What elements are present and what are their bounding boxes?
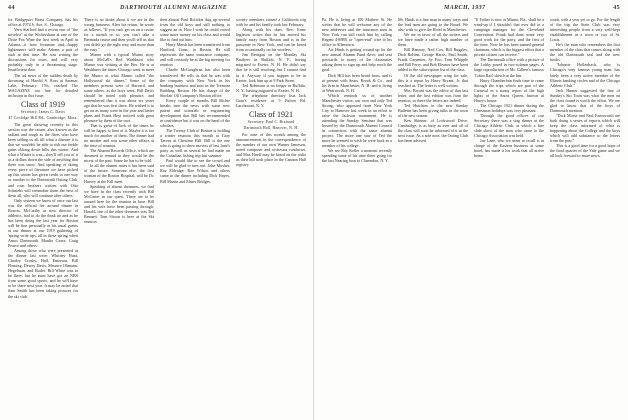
paragraph: Of the old newspaper wing for sale, this is a report by Harry Bryant, Jr. that reached us. The letter is well written.: [398, 72, 468, 88]
paragraph: Every couple of months Bill Richie breaks into the news with some new patent and scientific or engineering development that Bill has recommended in confidence but it was on the hand of the scholars.: [160, 97, 230, 128]
paragraph: Ted Robinson is no longer in Buffalo, N. Y., having migrated to Exeter, N. H.: [236, 82, 306, 93]
left-columns: [8, 17, 306, 416]
paragraph: Through the good offices of our Secretary there was a stag dinner at the Chicago Athletic Club, at which a fine slide show of the men who came to the Chicago Association was held.: [474, 112, 544, 139]
paragraph: The telephone directory lists Jack Grau's residence at 5 Fulton Rd. Larchmont, N. Y.: [236, 92, 306, 108]
left-running-title: [120, 5, 227, 15]
paragraph: There is no doubt about it we are in the wrong business. After his return, he wrote as follows, "If you can't get on on a cruise for a month or so, you can't take a Bermuda cruise and then you'll tell us that you didn't go the right way, and more than the easy.": [84, 17, 154, 53]
paragraph: for Bridgeport Brass Company, has his office at 1974 S. Ave. S., Chicago.: [8, 17, 78, 28]
paragraph: We are in favor of all the writers and we have made a rather high number of them.: [398, 32, 468, 48]
secretary-line: Dartmouth Hall, Hanover, N. H.: [243, 125, 299, 130]
secretary-line: Secretary, James C. Davis: [20, 109, 66, 114]
text-column: [474, 17, 544, 416]
paragraph: The Chicago 1921 dinner during the Christmas holidays was very pleasant.: [474, 102, 544, 113]
text-column: [322, 17, 392, 416]
paragraph: We see Ray Keller a moment recently spending some of his time there going for the last Nearing boat to Clarendon, N. Y.: [322, 148, 392, 164]
paragraph: The Alumni Records Office, which are dreamed to remind to they would be the nicest of the past. Some he has to be told.: [84, 148, 154, 164]
class-heading: Class of 1919: [21, 99, 65, 109]
paragraph: Pa. He is living at 100 Mathew St. He writes that he will welcome any of the new addresses and the insurance men in New York can still reach him by calling Regent 4-8888, or "open-end" wire to his office in Allentown.: [322, 17, 392, 48]
secretary-line: Secretary, Paul C. Brainard: [247, 119, 295, 124]
paragraph: In all the alumni notes it has been said of the future. Someone else, the first woman of the Boston Hospital, will be Dr. Harvey at the Fall meet.: [84, 163, 154, 184]
paragraph: "Dick Morse and Paul Farnsworth are both doing a series of reports which will keep the class informed of what is happening about the College and the boys which will add substance to the letters from the past.": [550, 112, 620, 144]
paragraph: "Johnnie Hollenbach, who is Chicago's very famous young man, has lately been a very active member of the Illinois banking circles and of the Chicago Athletic Club.": [550, 62, 620, 88]
paragraph: Which reminds us of another Manchester visitor, our own and only Ted Strong, who appeared from New York City to Hanover last week in an effort to raise the Jackson monument. He is attending the Sunday Seminar that was hosted by the Dartmouth Alumni Council in connection with the same alumni project. The more one saw of Ted the more he seemed to wish he were back as a member of his college.: [322, 92, 392, 149]
paragraph: This is a good time for a good hope of the third quarter of the Yale game and we all look forward to more news.: [550, 143, 620, 159]
paragraph: then almost Paul Rolicker dug up several from the old boys and still nothing to suggest an in. How I wish he could crowd some more money on his class and would like to find out him.: [160, 17, 230, 43]
paragraph: Dick Hill has been heard from, and is at present with Sears, Brook & Co., and his firm in Manchester, N. H. and is living at Wentworth, N. H.: [322, 72, 392, 93]
text-column: [84, 17, 154, 416]
paragraph: The great showing recently in this section was the return, also known as the radiant and tough as the fliers who have been selling us all till what a disease it is that we wouldn't be able to risk our feeble gains oblong down hills this winter. And what a Winter it was—they'll tell you of it as a dollars down the side of anything that there was snow. And speaking of skiing every piece of literature we have picked up this winter has given credit to one way or another to the Dartmouth Outing Club, and own brothers written with Otto Schniebs will remember them the best of them all, who will continue after others.: [8, 121, 78, 198]
paragraph: Only sixteen we know of once our last was the official list around dinner in Boston. McCarthy as new director of athletics, had to do the think tie and as he has been doing the last year for Boston will be fine personally as his usual guests at our dinner at our 1919 gathering of 'spring write ups, all in these spring when Amos Dartmouth, Manlio Grace, Craig Pearce and others.: [8, 197, 78, 249]
paragraph: Speaking of absent dreamers, we find we have in the class recently with Bill McCarter in our quest. There are to be around here for the reunion in June. Bill and his wife have been passing through, Harold, one of the other dreamers was Ted Bennett. Tom Sisson is here at the Ski reunion.: [84, 183, 154, 224]
paragraph: Ken Skinner, of Lockwood Drive, Cambridge, is as busy as ever and all of the class will soon be informed of it in the next issue. As a side note, the Outing Club has been advised.: [398, 117, 468, 144]
page-number: 45: [613, 5, 620, 11]
issue-date: MARCH, 1937: [444, 5, 486, 11]
paragraph: The ad news of the sudden death by drowning of Harold S. Ross at Saranac Lake, February 17th, reached The MAGAZINE too late for detailed inclusion in this issue.: [8, 72, 78, 98]
paragraph: Joe Lane, who we seem to recall is in charge of the Eastern business at some hotel, has made it his work that all arrive home.: [474, 138, 544, 159]
paragraph: That is great of Jack of the times he will be happy to hear of it. Maybe it is too much for another of them. The dinner had no smoker and was some other affairs at the time of reunion.: [84, 122, 154, 149]
paragraph: Vern Stafford had a recent one of "the novelist" at the Wickersham at one of the Dixie Fox Wine the first week in April in Atlanta—it bore fortunate and—happy lightenners will make Adams a part of staff at that time. He was writing the discussions for tours, and will very probably only in a threatening stage. Insufficient data.: [8, 27, 78, 73]
paragraph: Jack Hunter suggested the line of Sunday's Ski Train was what the men on the class found is worth the effort. We are glad to know that of the boys of Dartmouth mention.: [550, 87, 620, 113]
class-heading: Class of 1921: [249, 109, 293, 119]
secretary-line: 47 Coolidge Hill Rd., Cambridge, Mass.: [8, 115, 78, 120]
paragraph: Mr. Hinds is a fine man in many ways and the lead men are going to the Board. We also wish to give the Hotel in Manchester.: [398, 17, 468, 33]
paragraph: Art Hinds is getting wound up for the new annual Alumni Fund drive, and sent postcards to many of the classmates asking them to sign up and help reach the goal.: [322, 47, 392, 73]
left-running-head: [8, 5, 15, 15]
paragraph: Jim Rettigan on the Monday Ski Brothers in Buffalo, N. Y., having migrated to Exeter, N. H. He didn't say that he is still teaching, but I cannot find in it. Anyway if you happen to be in Exeter, look him up at 9 Park Street.: [236, 52, 306, 83]
page-number: 44: [8, 5, 15, 11]
paragraph: Mrs. Bryant was the editor of that last letter, and the first edition was from the reunion, so there the letters are indeed.: [398, 87, 468, 103]
paragraph: He's the man who remembers the first member of the class that comes along with the old Dartmouth seal and the new books.: [550, 42, 620, 63]
paragraph: Charlie McGoughran has also been transferred. He tells us that he was with the company with New York in his banking business and now in the Tremont Building, Boston. He has charge of the Sinclair Oil Company's Boston office.: [160, 67, 230, 98]
paragraph: Among those who were presented at the dinner last were: Whitney Hunt, Charley Crosby, Hall, Emerson, Bill Fleming, Dewey Davis, Maurice Ohmann, Hegelman, and Butler. Bill White was to be there, but he must have got an NBS from some good sports, and he will have to be there next year. It may be noted that Sam Smith has been taking pictures for the ski club.: [8, 248, 78, 299]
magazine-title: DARTMOUTH ALUMNI MAGAZINE: [120, 5, 228, 11]
paragraph: Paul would like to see the crowd and we will be glad to turn out. John Mosher, Ray Eldridge, Roe Wilson and others came to the dinner including Dick Hayes, Bill Martin and Elmer Bridges.: [160, 158, 230, 184]
paragraph: society members ruined a California trip with he and his family took last February.: [236, 17, 306, 28]
paragraph: Harry Marsh has been transferred from Hartford, Conn., to Boston. He still represents the same insurance company, and will certainly be at the big meeting for reunion.: [160, 42, 230, 68]
text-column: [236, 17, 306, 416]
right-running-title: [444, 5, 485, 15]
paragraph: Ted Hutchins in the new Sunday Bulletin has been giving talks in the town of the new season.: [398, 102, 468, 118]
paragraph: The Dartmouth office with a picture of the Lobby posed in two-column pages. A large reproduction of Mr. Gilbert's famous 'Cobra Rail' sketch at the Inn.: [474, 57, 544, 78]
paragraph: "If Father is now at Miami, Fla., shall be a wind-up if I shouldn't that ever did in a campaign manager for the Cleveland Convention. Frank had done some very good work for the party, and the first of the time. Now he has been named general chairman, which is the biggest effort that a private citizen can receive.": [474, 17, 544, 58]
text-column: [398, 17, 468, 416]
paragraph: Bill Ramsay, Ned Cox, Bill Ruggles, Dick Rollins, George Harris, Paul Smith, Frank Carpenter, Sy Fort, Tom Whipple and Bill Perry, and Bob Eleanor have been added to the subscription list of the class.: [398, 47, 468, 73]
right-page: [314, 0, 628, 420]
text-column: [8, 17, 78, 416]
text-column: [550, 17, 620, 416]
paragraph: Along with his dues, Rev. Ernie Ingleson writes that he has moved his family away from Boston and is in the pastorate in New York, and can be heard from occasionally on his wireless.: [236, 27, 306, 53]
paragraph: The Twenty Club of Boston is holding a winter reunion this month at Gray Tavern at Chestnut Hill. Bill is the one who is going to show movies of last June's party as well as several he had made on the Canadian fishing trip last summer.: [160, 128, 230, 159]
right-running-head: [613, 5, 620, 15]
right-columns: [322, 17, 620, 416]
paragraph: Munro with a typical Munro story about McCall's Red Washburn who Munro was visiting at the Pier. He is at Washburn the times Chicago went to meet the Munro at what Munro called "the Hollywood ski dinner." Some of the members present were of Harvard, and some others, as the boys went. Bill Davis should be noted with pleasure, and remembered that it was about six years ago that he was first there. He wished it to get on as many were in the year and better plans and Frank Hoyt noticed with great pleasure by them of the race.: [84, 52, 154, 123]
paragraph: south, with a year yet to go. For the length of the trip the Stein Club was very interesting people from a very well-kept establishment in a town or two of St. Louis.: [550, 17, 620, 43]
paragraph: For ease of this month among the announcements in the correspondence of the number of our own Warner Jameson, noted composer and orchestra conductor, and Max Hueff may be heard on the radio as their bill took place in the Cannon Hall registry.: [236, 132, 306, 168]
paragraph: Harry Chamberlain finds time to come through the trips which are part of the Carnival in a sunny report of the high lights of the Snow Queen, known at Harry's house.: [474, 77, 544, 103]
text-column: [160, 17, 230, 416]
